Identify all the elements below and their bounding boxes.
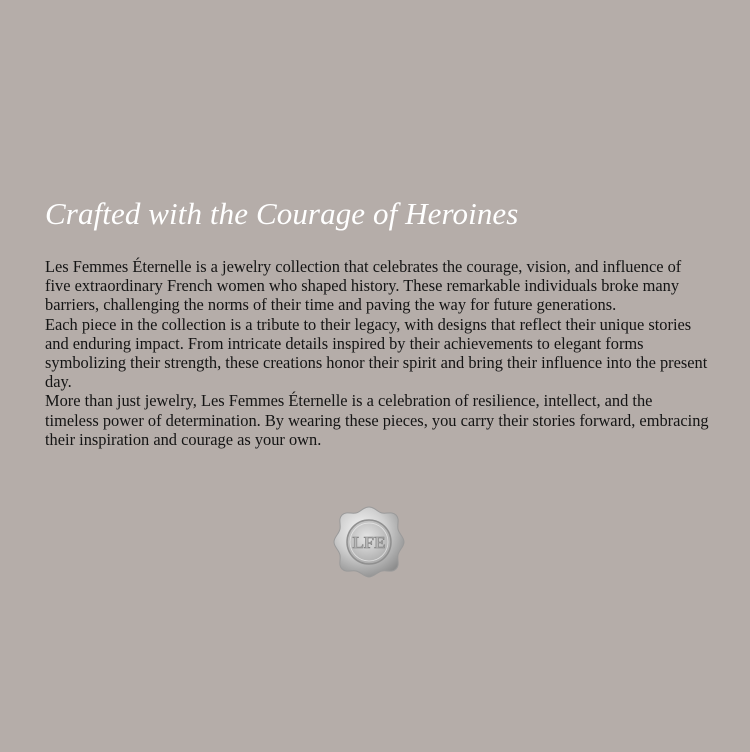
paragraph-1: Les Femmes Éternelle is a jewelry collection that celebrates the courage, vision, and influence of five extraordinary French women who shaped history. These remarkable individuals broke many barriers, challenging the norms of their time and paving the way for future generations. xyxy=(45,257,682,315)
paragraph-3: More than just jewelry, Les Femmes Éternelle is a celebration of resilience, intellect, and the timeless power of determination. By wearing these pieces, you carry their stories forward, embracing their inspiration and courage as your own. xyxy=(45,391,709,449)
page-title: Crafted with the Courage of Heroines xyxy=(45,196,519,231)
intro-body xyxy=(45,257,710,449)
seal-graphic xyxy=(330,503,408,581)
seal-monogram: LFE xyxy=(352,533,386,552)
silver-wax-seal-icon xyxy=(330,503,408,581)
paragraph-2: Each piece in the collection is a tribute to their legacy, with designs that reflect their unique stories and enduring impact. From intricate details inspired by their achievements to elegant forms symbolizing their strength, these creations honor their spirit and bring their influence into the present day. xyxy=(45,314,708,392)
intro-section xyxy=(45,193,710,449)
